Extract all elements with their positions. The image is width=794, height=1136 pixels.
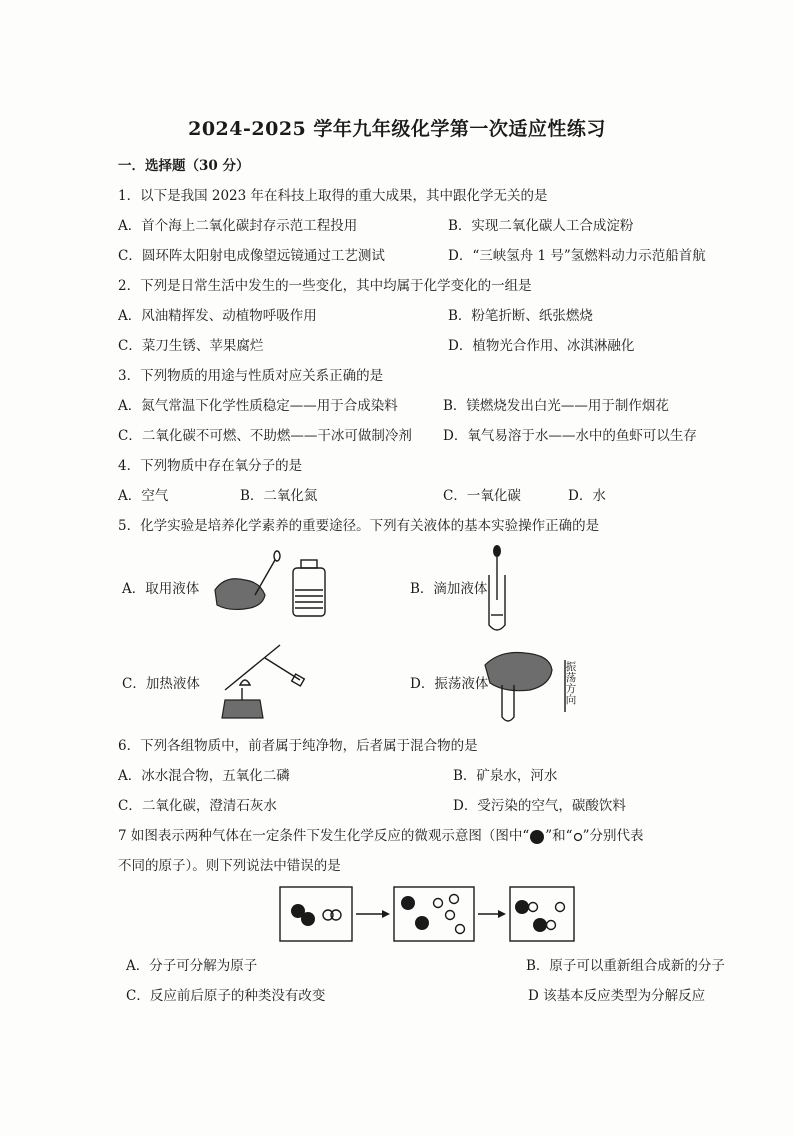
q3-option-b: B．镁燃烧发出白光——用于制作烟花 [443, 398, 669, 414]
q6-option-b: B．矿泉水，河水 [453, 768, 558, 784]
q6-option-c: C．二氧化碳，澄清石灰水 [118, 798, 277, 814]
q4-option-a: A．空气 [118, 488, 169, 504]
q5-option-b: B．滴加液体 [410, 581, 488, 597]
q2-option-a: A．风油精挥发、动植物呼吸作用 [118, 308, 317, 324]
q4-option-d: D．水 [568, 488, 606, 504]
q2-stem: 2．下列是日常生活中发生的一些变化，其中均属于化学变化的一组是 [118, 278, 532, 294]
q2-option-b: B．粉笔折断、纸张燃烧 [448, 308, 593, 324]
q7-stem-line2: 不同的原子）。则下列说法中错误的是 [118, 858, 341, 874]
q1-option-d: D．“三峡氢舟 1 号”氢燃料动力示范船首航 [448, 248, 706, 264]
black-atom-icon [529, 829, 545, 845]
q1-option-c: C．圆环阵太阳射电成像望远镜通过工艺测试 [118, 248, 385, 264]
q6-option-a: A．冰水混合物，五氧化二磷 [118, 768, 290, 784]
drop-liquid-figure [485, 545, 515, 635]
shake-liquid-figure [480, 645, 560, 725]
q7-option-b: B．原子可以重新组合成新的分子 [526, 958, 725, 974]
q5-option-a: A．取用液体 [122, 581, 200, 597]
q6-option-d: D．受污染的空气，碳酸饮料 [453, 798, 626, 814]
q4-option-b: B．二氧化氮 [240, 488, 318, 504]
q3-option-a: A．氮气常温下化学性质稳定——用于合成染料 [118, 398, 398, 414]
q4-option-c: C．一氧化碳 [443, 488, 521, 504]
q7-option-a: A．分子可分解为原子 [126, 958, 258, 974]
q7-option-c: C．反应前后原子的种类没有改变 [126, 988, 326, 1004]
shake-direction-label: 振荡方向 [565, 661, 577, 706]
q6-stem: 6．下列各组物质中，前者属于纯净物，后者属于混合物的是 [118, 738, 478, 754]
q2-option-c: C．菜刀生锈、苹果腐烂 [118, 338, 264, 354]
heat-liquid-figure [205, 640, 315, 725]
reaction-diagram [280, 885, 580, 945]
q7-stem-line1: 7 如图表示两种气体在一定条件下发生化学反应的微观示意图（图中“ ”和“ ”分别代表 [118, 828, 644, 844]
q5-stem: 5．化学实验是培养化学素养的重要途径。下列有关液体的基本实验操作正确的是 [118, 518, 600, 534]
q3-option-c: C．二氧化碳不可燃、不助燃——干冰可做制冷剂 [118, 428, 412, 444]
q1-stem: 1．以下是我国 2023 年在科技上取得的重大成果，其中跟化学无关的是 [118, 188, 548, 204]
q3-stem: 3．下列物质的用途与性质对应关系正确的是 [118, 368, 384, 384]
shake-direction-arrow [563, 660, 579, 720]
q3-option-d: D．氧气易溶于水——水中的鱼虾可以生存 [443, 428, 697, 444]
q5-option-d: D．振荡液体 [410, 676, 489, 692]
q7-option-d: D 该基本反应类型为分解反应 [528, 988, 706, 1004]
q1-option-b: B．实现二氧化碳人工合成淀粉 [448, 218, 634, 234]
pour-liquid-figure [205, 550, 335, 625]
white-atom-icon [573, 832, 583, 842]
q5-option-c: C．加热液体 [122, 676, 200, 692]
q1-option-a: A．首个海上二氧化碳封存示范工程投用 [118, 218, 358, 234]
section-heading: 一．选择题（30 分） [118, 158, 250, 174]
page-title: 2024-2025 学年九年级化学第一次适应性练习 [188, 118, 606, 140]
q4-stem: 4．下列物质中存在氧分子的是 [118, 458, 303, 474]
q2-option-d: D．植物光合作用、冰淇淋融化 [448, 338, 635, 354]
